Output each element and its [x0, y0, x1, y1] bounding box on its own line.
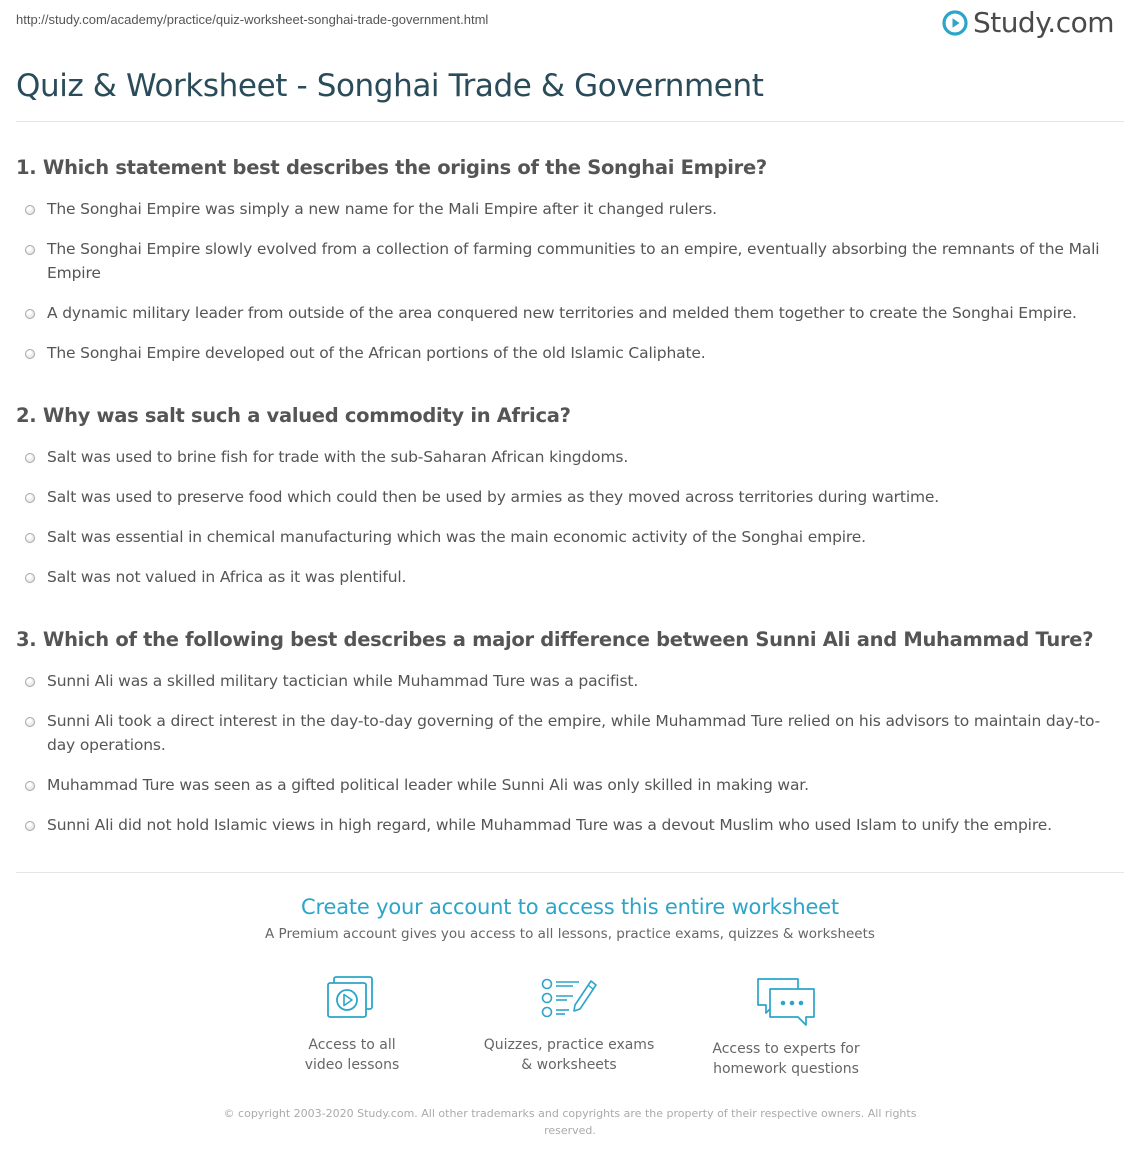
answer-text: Sunni Ali was a skilled military tactician while Muhammad Ture was a pacifist. [47, 672, 639, 690]
answer-option[interactable] [16, 445, 1118, 469]
answer-list [16, 445, 1118, 589]
answer-text: Salt was not valued in Africa as it was plentiful. [47, 568, 407, 586]
radio-button-icon[interactable] [25, 453, 35, 463]
radio-button-icon[interactable] [25, 717, 35, 727]
page-url: http://study.com/academy/practice/quiz-worksheet-songhai-trade-government.html [16, 12, 489, 27]
answer-text: Muhammad Ture was seen as a gifted political leader while Sunni Ali was only skilled in making war. [47, 776, 809, 794]
answer-option[interactable] [16, 525, 1118, 549]
question-3 [16, 628, 1118, 837]
radio-button-icon[interactable] [25, 309, 35, 319]
radio-button-icon[interactable] [25, 533, 35, 543]
logo-text: Study.com [972, 6, 1114, 39]
answer-option[interactable] [16, 773, 1118, 797]
title-divider [16, 121, 1124, 122]
feature-label: Access to experts for homework questions [712, 1041, 860, 1077]
radio-button-icon[interactable] [25, 821, 35, 831]
feature-label: Access to all video lessons [304, 1037, 400, 1073]
question-text: 2. Why was salt such a valued commodity in Africa? [16, 404, 571, 427]
answer-option[interactable] [16, 669, 1118, 693]
radio-button-icon[interactable] [25, 493, 35, 503]
feature-quizzes [469, 975, 669, 1075]
answer-option[interactable] [16, 341, 1118, 365]
cta-subtitle: A Premium account gives you access to all lessons, practice exams, quizzes & worksheets [265, 926, 875, 942]
answer-text: The Songhai Empire slowly evolved from a collection of farming communities to an empire, eventually absorbing the remnants of the Mali Empire [47, 240, 1100, 282]
answer-option[interactable] [16, 197, 1118, 221]
quiz-checklist-icon [539, 975, 599, 1023]
answer-option[interactable] [16, 237, 1118, 285]
question-1 [16, 156, 1118, 365]
answer-text: The Songhai Empire was simply a new name for the Mali Empire after it changed rulers. [47, 200, 717, 218]
answer-text: Salt was essential in chemical manufacturing which was the main economic activity of the Songhai empire. [47, 528, 866, 546]
answer-option[interactable] [16, 565, 1118, 589]
radio-button-icon[interactable] [25, 781, 35, 791]
answer-text: Sunni Ali did not hold Islamic views in high regard, while Muhammad Ture was a devout Muslim who used Islam to unify the empire. [47, 816, 1052, 834]
answer-list [16, 669, 1118, 837]
chat-bubbles-icon [754, 975, 818, 1027]
radio-button-icon[interactable] [25, 677, 35, 687]
cta-divider [16, 872, 1124, 873]
answer-text: The Songhai Empire developed out of the African portions of the old Islamic Caliphate. [47, 344, 706, 362]
answer-text: Salt was used to preserve food which could then be used by armies as they moved across territories during wartime. [47, 488, 940, 506]
question-2 [16, 404, 1118, 589]
radio-button-icon[interactable] [25, 573, 35, 583]
cta-title[interactable]: Create your account to access this entire worksheet [301, 895, 839, 919]
question-text: 3. Which of the following best describes a major difference between Sunni Ali and Muhammad Ture? [16, 628, 1094, 651]
feature-experts [686, 975, 886, 1079]
play-circle-icon [942, 10, 968, 36]
answer-list [16, 197, 1118, 365]
radio-button-icon[interactable] [25, 349, 35, 359]
question-text: 1. Which statement best describes the origins of the Songhai Empire? [16, 156, 767, 179]
study-logo[interactable] [942, 6, 1114, 39]
answer-option[interactable] [16, 485, 1118, 509]
feature-video-lessons [252, 975, 452, 1075]
answer-option[interactable] [16, 813, 1118, 837]
answer-text: Salt was used to brine fish for trade with the sub-Saharan African kingdoms. [47, 448, 629, 466]
video-lessons-icon [324, 975, 380, 1023]
feature-label: Quizzes, practice exams & worksheets [483, 1037, 655, 1073]
answer-option[interactable] [16, 301, 1118, 325]
radio-button-icon[interactable] [25, 205, 35, 215]
answer-text: Sunni Ali took a direct interest in the day-to-day governing of the empire, while Muhammad Ture relied on his advisors to maintain day-to-day operations. [47, 712, 1101, 754]
copyright-text: © copyright 2003-2020 Study.com. All other trademarks and copyrights are the property of their respective owners. All rights reserved. [223, 1107, 917, 1137]
answer-text: A dynamic military leader from outside of the area conquered new territories and melded them together to create the Songhai Empire. [47, 304, 1077, 322]
page-title: Quiz & Worksheet - Songhai Trade & Government [16, 68, 764, 104]
answer-option[interactable] [16, 709, 1118, 757]
radio-button-icon[interactable] [25, 245, 35, 255]
